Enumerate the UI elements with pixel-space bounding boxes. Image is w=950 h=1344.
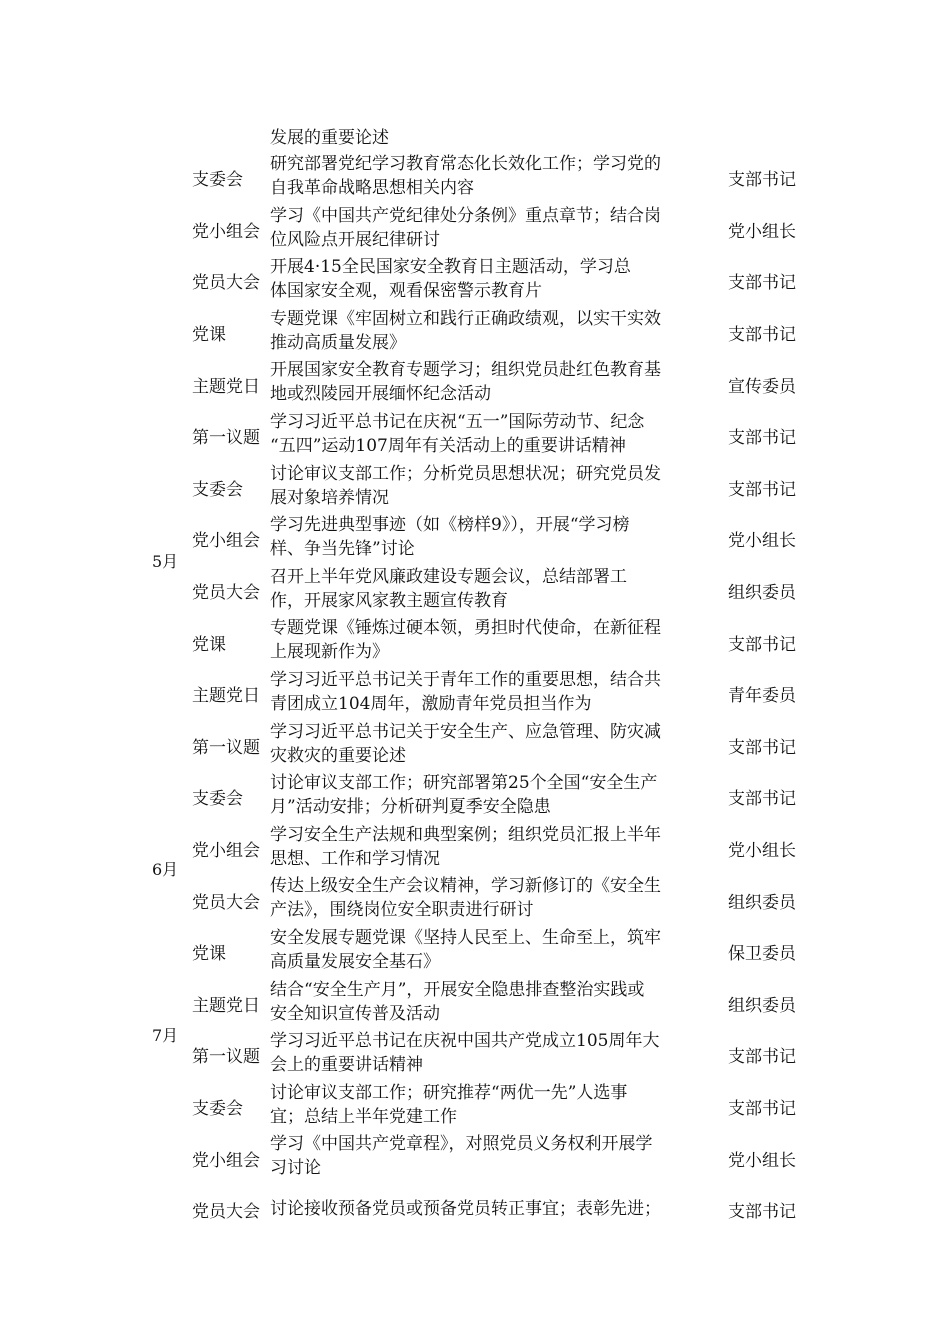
content-line: 会上的重要讲话精神	[270, 1055, 423, 1076]
table-row	[0, 255, 950, 307]
content-line: 讨论接收预备党员或预备党员转正事宜；表彰先进；	[270, 1198, 661, 1219]
responsible-person: 组织委员	[728, 583, 796, 604]
content-line: 召开上半年党风廉政建设专题会议，总结部署工	[270, 566, 627, 587]
content-line: 学习习近平总书记在庆祝“五一”国际劳动节、纪念	[270, 411, 645, 432]
activity-content	[270, 255, 715, 307]
responsible-person: 支部书记	[728, 634, 796, 655]
activity-content	[270, 668, 715, 720]
table-row	[0, 307, 950, 359]
content-line: 灾救灾的重要论述	[270, 745, 406, 766]
content-line: 体国家安全观，观看保密警示教育片	[270, 281, 542, 302]
activity-content	[270, 410, 715, 462]
table-row	[0, 462, 950, 514]
table-row	[0, 668, 950, 720]
content-line: 推动高质量发展》	[270, 332, 406, 353]
activity-type: 党小组会	[192, 531, 260, 552]
activity-type: 党课	[192, 944, 226, 965]
activity-content	[270, 565, 715, 617]
content-line: 青团成立104周年，激励青年党员担当作为	[270, 693, 592, 714]
activity-content	[270, 462, 715, 514]
content-line: 研究部署党纪学习教育常态化长效化工作；学习党的	[270, 154, 661, 174]
content-line: 自我革命战略思想相关内容	[270, 178, 474, 198]
activity-content	[270, 720, 715, 772]
activity-content	[270, 204, 715, 256]
activity-type: 党小组会	[192, 1150, 260, 1171]
content-line: 宜；总结上半年党建工作	[270, 1106, 457, 1127]
activity-content	[270, 152, 715, 204]
content-line: 上展现新作为》	[270, 642, 389, 663]
responsible-person: 支部书记	[728, 1047, 796, 1068]
table-row	[0, 358, 950, 410]
content-line: 作，开展家风家教主题宣传教育	[270, 590, 508, 611]
responsible-person: 组织委员	[728, 995, 796, 1016]
responsible-person: 青年委员	[728, 686, 796, 707]
responsible-person: 党小组长	[728, 221, 796, 242]
table-row	[0, 823, 950, 875]
table-row	[0, 616, 950, 668]
content-line: 学习《中国共产党章程》，对照党员义务权利开展学	[270, 1134, 653, 1155]
table-row	[0, 204, 950, 256]
content-line: 月”活动安排；分析研判夏季安全隐患	[270, 797, 551, 818]
table-row	[0, 1081, 950, 1133]
activity-type: 党课	[192, 325, 226, 346]
activity-content	[270, 771, 715, 823]
table-row	[0, 152, 950, 204]
activity-type: 党小组会	[192, 841, 260, 862]
activity-type: 主题党日	[192, 686, 260, 707]
activity-content	[270, 874, 715, 926]
activity-content	[270, 616, 715, 668]
activity-type: 第一议题	[192, 1047, 260, 1068]
responsible-person: 支部书记	[728, 273, 796, 294]
table-row	[0, 771, 950, 823]
activity-type: 支委会	[192, 1098, 243, 1119]
content-line: 学习《中国共产党纪律处分条例》重点章节；结合岗	[270, 205, 661, 226]
content-line: 思想、工作和学习情况	[270, 848, 440, 869]
activity-type: 第一议题	[192, 428, 260, 449]
activity-type: 党员大会	[192, 583, 260, 604]
responsible-person: 支部书记	[728, 170, 796, 191]
content-line: 学习习近平总书记在庆祝中国共产党成立105周年大	[270, 1031, 660, 1052]
month-label-june: 6月	[152, 860, 179, 879]
responsible-person: 支部书记	[728, 737, 796, 758]
content-line: 传达上级安全生产会议精神，学习新修订的《安全生	[270, 876, 661, 897]
content-line: 地或烈陵园开展缅怀纪念活动	[270, 384, 491, 405]
table-row	[0, 1132, 950, 1184]
table-row	[0, 874, 950, 926]
content-line: 讨论审议支部工作；分析党员思想状况；研究党员发	[270, 463, 661, 484]
content-line: 讨论审议支部工作；研究推荐“两优一先”人选事	[270, 1082, 628, 1103]
activity-type: 党小组会	[192, 221, 260, 242]
table-row	[0, 1029, 950, 1081]
responsible-person: 支部书记	[728, 325, 796, 346]
content-line: 位风险点开展纪律研讨	[270, 229, 440, 250]
activity-content	[270, 513, 715, 565]
activity-content	[270, 1132, 715, 1184]
activity-type: 党课	[192, 634, 226, 655]
activity-content	[270, 1081, 715, 1133]
table-row	[0, 1184, 950, 1236]
content-line: 样、争当先锋”讨论	[270, 539, 415, 560]
month-label-may: 5月	[152, 552, 179, 571]
responsible-person: 支部书记	[728, 1098, 796, 1119]
table-row	[0, 926, 950, 978]
responsible-person: 党小组长	[728, 841, 796, 862]
content-line: “五四”运动107周年有关活动上的重要讲话精神	[270, 435, 626, 456]
responsible-person: 党小组长	[728, 531, 796, 552]
content-line: 专题党课《牢固树立和践行正确政绩观，以实干实效	[270, 308, 661, 329]
activity-type: 主题党日	[192, 376, 260, 397]
activity-content	[270, 1184, 715, 1235]
activity-type: 第一议题	[192, 737, 260, 758]
responsible-person: 支部书记	[728, 1202, 796, 1223]
content-line: 结合“安全生产月”，开展安全隐患排查整治实践或	[270, 979, 645, 1000]
content-line: 学习先进典型事迹（如《榜样9》），开展“学习榜	[270, 515, 630, 536]
table-row	[0, 720, 950, 772]
content-line: 习讨论	[270, 1158, 321, 1179]
table-row	[0, 513, 950, 565]
activity-type: 支委会	[192, 789, 243, 810]
content-line: 学习习近平总书记关于青年工作的重要思想，结合共	[270, 669, 661, 690]
activity-content	[270, 926, 715, 978]
content-line: 安全发展专题党课《坚持人民至上、生命至上，筑牢	[270, 927, 661, 948]
month-label-july: 7月	[152, 1026, 179, 1045]
content-line: 专题党课《锤炼过硬本领，勇担时代使命，在新征程	[270, 618, 661, 639]
activity-content	[270, 307, 715, 359]
activity-type: 党员大会	[192, 273, 260, 294]
responsible-person: 党小组长	[728, 1150, 796, 1171]
activity-content	[270, 358, 715, 410]
activity-type: 党员大会	[192, 1202, 260, 1223]
content-line: 高质量发展安全基石》	[270, 951, 440, 972]
responsible-person: 组织委员	[728, 892, 796, 913]
content-line: 学习习近平总书记关于安全生产、应急管理、防灾减	[270, 721, 661, 742]
content-line: 安全知识宣传普及活动	[270, 1003, 440, 1024]
activity-type: 支委会	[192, 170, 243, 191]
table-row	[0, 565, 950, 617]
table-row	[0, 410, 950, 462]
continuation-text: 发展的重要论述	[270, 128, 389, 148]
responsible-person: 保卫委员	[728, 944, 796, 965]
responsible-person: 宣传委员	[728, 376, 796, 397]
activity-content	[270, 823, 715, 875]
table-row	[0, 978, 950, 1030]
activity-content	[270, 978, 715, 1030]
content-line: 学习安全生产法规和典型案例；组织党员汇报上半年	[270, 824, 661, 845]
content-line: 展对象培养情况	[270, 487, 389, 508]
content-line: 产法》，围绕岗位安全职责进行研讨	[270, 900, 534, 921]
activity-content	[270, 1029, 715, 1081]
content-line: 开展国家安全教育专题学习；组织党员赴红色教育基	[270, 360, 661, 381]
schedule-table	[0, 152, 950, 1235]
responsible-person: 支部书记	[728, 428, 796, 449]
activity-type: 主题党日	[192, 995, 260, 1016]
activity-type: 党员大会	[192, 892, 260, 913]
content-line: 讨论审议支部工作；研究部署第25个全国“安全生产	[270, 773, 658, 794]
activity-type: 支委会	[192, 479, 243, 500]
responsible-person: 支部书记	[728, 479, 796, 500]
content-line: 开展4·15全民国家安全教育日主题活动，学习总	[270, 257, 631, 278]
responsible-person: 支部书记	[728, 789, 796, 810]
